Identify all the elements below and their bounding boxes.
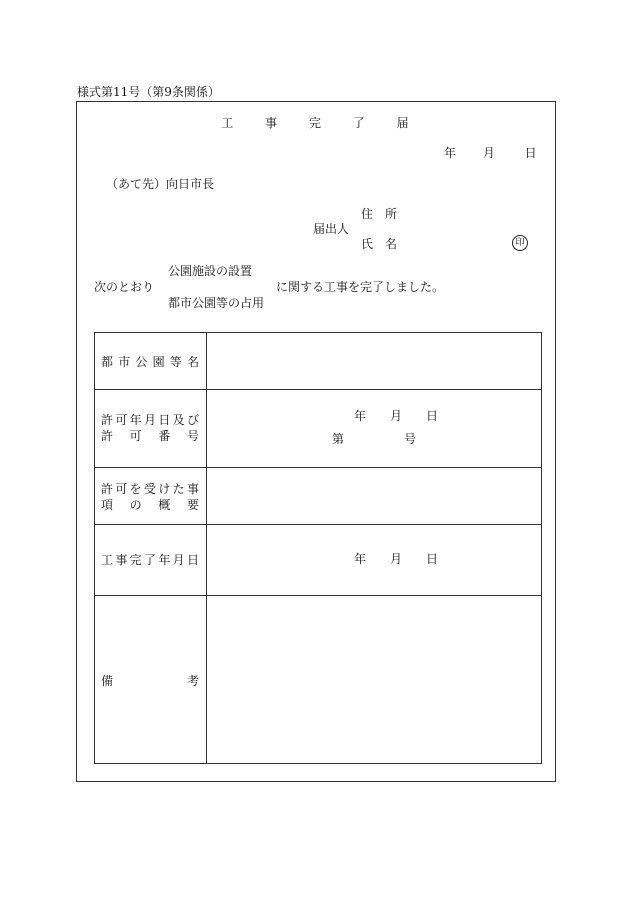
permit-date-field: 年 月 日 [354,409,439,423]
completion-date-field: 年 月 日 [354,552,439,566]
statement-option-occupancy: 都市公園等の占用 [168,296,265,310]
date-year: 年 [444,146,457,160]
form-number-label: 様式第11号（第9条関係） [77,85,220,99]
addressee: （あて先）向日市長 [106,177,215,191]
permit-summary-label: 許 可 を 受 け た 事 項 の 概 要 [101,482,199,512]
title-char: 了 [352,116,365,130]
statement-prefix: 次のとおり [94,280,155,294]
row-divider [95,389,541,390]
title-char: 完 [308,116,321,130]
column-divider [206,333,207,763]
submission-date [444,147,537,159]
row-divider [95,467,541,468]
permit-number-field: 第 号 [332,432,417,446]
remarks-label: 備 考 [101,674,199,688]
park-name-label: 都 市 公 園 等 名 [101,355,199,369]
date-month: 月 [482,146,495,160]
seal-mark-icon: 印 [512,235,528,251]
row-divider [95,524,541,525]
date-day: 日 [524,146,537,160]
permit-date-number-label: 許 可 年 月 日 及 び 許 可 番 号 [101,413,199,443]
completion-date-label: 工 事 完 了 年 月 日 [101,553,199,567]
details-table [94,332,542,764]
title-char: 工 [221,116,234,130]
title-char: 届 [396,116,409,130]
form-title [0,117,630,129]
title-char: 事 [265,116,278,130]
name-label: 氏 名 [361,237,398,251]
address-label: 住 所 [361,207,398,221]
statement-option-facility: 公園施設の設置 [168,264,253,278]
statement-suffix: に関する工事を完了しました。 [276,280,445,294]
filer-label: 届出人 [313,222,350,236]
row-divider [95,595,541,596]
